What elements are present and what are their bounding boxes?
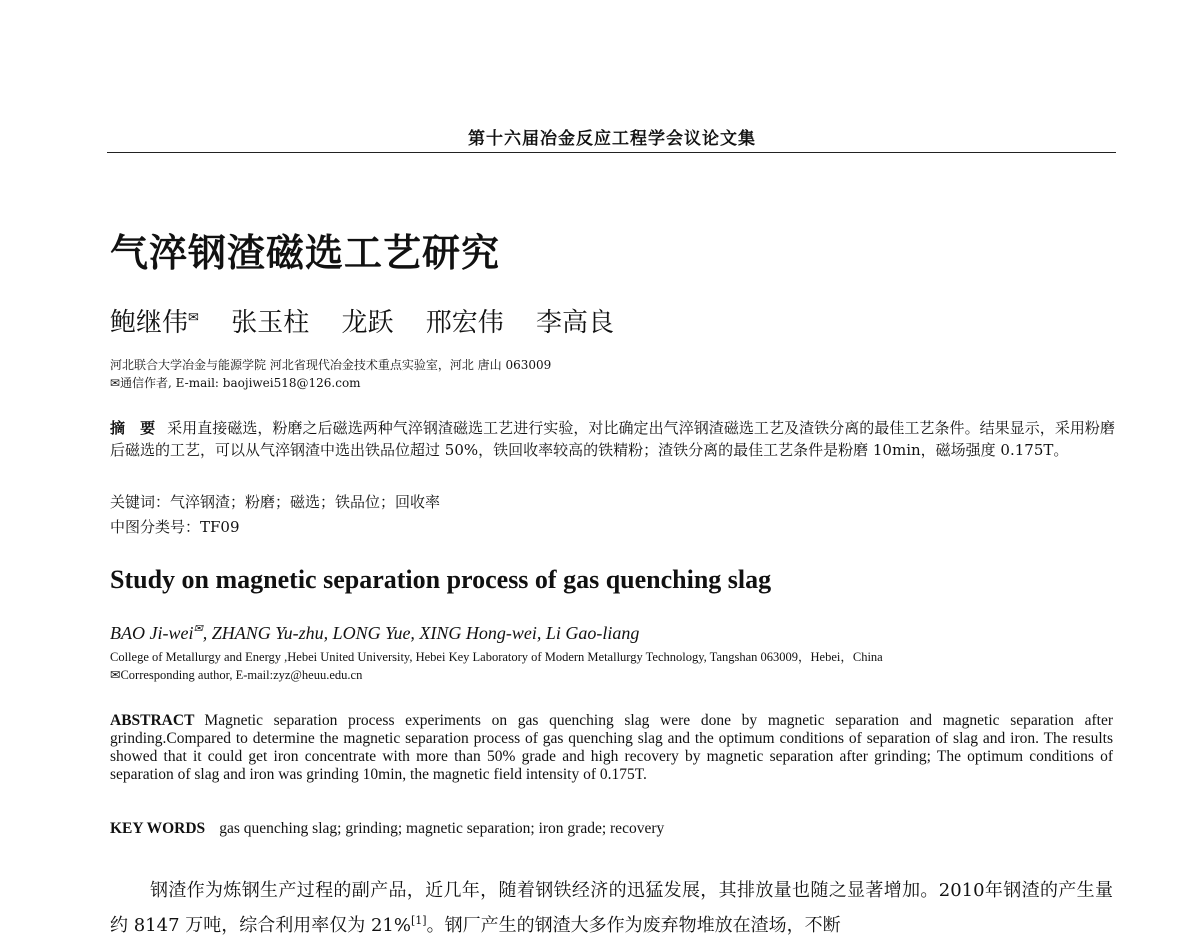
- english-abstract: [110, 712, 1113, 784]
- english-affiliation: [110, 648, 883, 684]
- citation: [1]: [410, 914, 427, 927]
- english-authors: BAO Ji-wei✉, ZHANG Yu-zhu, LONG Yue, XING Hong-wei, Li Gao-liang: [110, 623, 640, 643]
- keywords-text: gas quenching slag; grinding; magnetic separation; iron grade; recovery: [219, 820, 665, 837]
- author-4: 邢宏伟: [425, 308, 504, 338]
- chinese-title: 气淬钢渣磁选工艺研究: [110, 231, 501, 275]
- running-header: 第十六届冶金反应工程学会议论文集: [468, 129, 756, 149]
- author-3: 龙跃: [341, 308, 394, 338]
- correspondence-line: ✉Corresponding author, E-mail:zyz@heuu.edu.cn: [110, 668, 363, 682]
- keywords-label: KEY WORDS: [110, 820, 206, 837]
- author-1: 鲍继伟✉: [110, 308, 199, 338]
- affiliation-line: College of Metallurgy and Energy ,Hebei United University, Hebei Key Laboratory of Modern Metallurgy Technology, Tangshan 063009，Hebei，China: [110, 650, 883, 664]
- chinese-authors: [110, 302, 638, 339]
- chinese-affiliation: [110, 356, 551, 392]
- chinese-keywords: 关键词：气淬钢渣；粉磨；磁选；铁品位；回收率: [110, 493, 441, 511]
- author-2: 张玉柱: [231, 308, 310, 338]
- correspondence-line: ✉通信作者, E-mail: baojiwei518@126.com: [110, 376, 361, 390]
- chinese-classification: 中图分类号：TF09: [110, 518, 240, 536]
- chinese-abstract: [110, 417, 1115, 461]
- author-5: 李高良: [536, 308, 615, 338]
- corresponding-mark-icon: ✉: [188, 310, 199, 326]
- affiliation-line: 河北联合大学冶金与能源学院 河北省现代冶金技术重点实验室，河北 唐山 063009: [110, 358, 552, 372]
- abstract-text: Magnetic separation process experiments on gas quenching slag were done by magnetic separation and magnetic separation after grinding.Compared to determine the magnetic separation process of gas quenching slag and the optimum conditions of separation of slag and iron. The results showed that it could get iron concentrate with more than 50% grade and high recovery by magnetic separation after grinding; The optimum conditions of separation of slag and iron was grinding 10min, the magnetic field intensity of 0.175T.: [110, 712, 1113, 783]
- english-keywords: [110, 820, 664, 838]
- abstract-label: 摘 要: [110, 419, 156, 437]
- body-paragraph: 钢渣作为炼钢生产过程的副产品，近几年，随着钢铁经济的迅猛发展，其排放量也随之显著增加。2010年钢渣的产生量约 8147 万吨，综合利用率仅为 21%[1]。钢厂产生的钢渣大多作为废弃物堆放在渣场，不断: [110, 880, 1113, 936]
- english-title: Study on magnetic separation process of gas quenching slag: [110, 565, 772, 594]
- abstract-text: 采用直接磁选，粉磨之后磁选两种气淬钢渣磁选工艺进行实验，对比确定出气淬钢渣磁选工艺及渣铁分离的最佳工艺条件。结果显示，采用粉磨后磁选的工艺，可以从气淬钢渣中选出铁品位超过 50%，铁回收率较高的铁精粉；渣铁分离的最佳工艺条件是粉磨 10min，磁场强度 0.175T。: [110, 419, 1115, 459]
- corresponding-mark-icon: ✉: [193, 623, 203, 635]
- header-rule: [107, 152, 1116, 153]
- abstract-label: ABSTRACT: [110, 712, 195, 729]
